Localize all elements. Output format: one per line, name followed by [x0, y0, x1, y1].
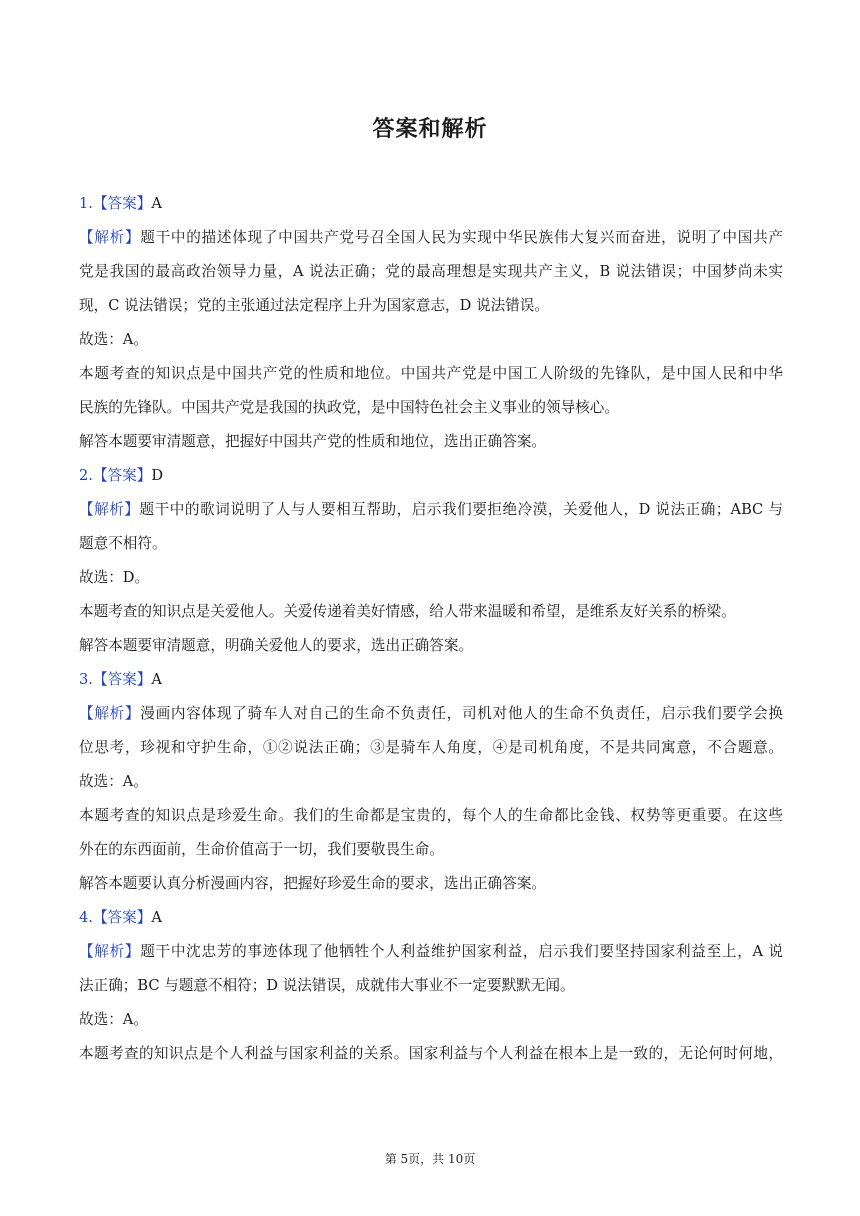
question-number: 3. [79, 671, 93, 688]
choice-line: 故选：A。 [79, 1011, 148, 1028]
analysis-line: 现，C 说法错误；党的主张通过法定程序上升为国家意志，D 说法错误。 [79, 297, 549, 314]
answer-value: D [151, 467, 164, 484]
analysis-line: 解答本题要审清题意，明确关爱他人的要求，选出正确答案。 [79, 637, 474, 654]
analysis-tag: 【解析】 [79, 705, 141, 722]
answer-value: A [151, 671, 162, 688]
answer-line-4 [79, 901, 783, 935]
analysis-line: 本题考查的知识点是中国共产党的性质和地位。中国共产党是中国工人阶级的先锋队，是中国人民和中华 [79, 365, 783, 382]
page-title: 答案和解析 [372, 117, 488, 142]
question-number: 4. [79, 909, 93, 926]
analysis-line: 【解析】题干中的歌词说明了人与人要相互帮助，启示我们要拒绝冷漠，关爱他人，D 说法正确；ABC 与 [79, 501, 783, 518]
analysis-line: 党是我国的最高政治领导力量，A 说法正确；党的最高理想是实现共产主义，B 说法错误；中国梦尚未实 [79, 263, 783, 280]
choice-line: 故选：A。 [79, 331, 148, 348]
analysis-line: 解答本题要审清题意，把握好中国共产党的性质和地位，选出正确答案。 [79, 433, 547, 450]
analysis-line: 解答本题要认真分析漫画内容，把握好珍爱生命的要求，选出正确答案。 [79, 875, 547, 892]
analysis-line: 法正确；BC 与题意不相符；D 说法错误，成就伟大事业不一定要默默无闻。 [79, 977, 575, 994]
question-number: 1. [79, 195, 93, 212]
analysis-tag: 【解析】 [79, 943, 141, 960]
analysis-line: 题意不相符。 [79, 535, 167, 552]
analysis-line: 【解析】题干中沈忠芳的事迹体现了他牺牲个人利益维护国家利益，启示我们要坚持国家利益至上，A 说 [79, 943, 783, 960]
analysis-line: 本题考查的知识点是珍爱生命。我们的生命都是宝贵的，每个人的生命都比金钱、权势等更重要。在这些 [79, 807, 783, 824]
answer-tag: 【答案】 [92, 467, 152, 484]
answer-tag: 【答案】 [92, 909, 152, 926]
answer-list [79, 187, 783, 1071]
answer-line-2 [79, 459, 783, 493]
analysis-line: 外在的东西面前，生命价值高于一切，我们要敬畏生命。 [79, 841, 444, 858]
analysis-line: 民族的先锋队。中国共产党是我国的执政党，是中国特色社会主义事业的领导核心。 [79, 399, 619, 416]
analysis-tag: 【解析】 [79, 501, 140, 518]
choice-line: 故选：D。 [79, 569, 150, 586]
analysis-line: 位思考，珍视和守护生命，①②说法正确；③是骑车人角度，④是司机角度，不是共同寓意，不合题意。 [79, 739, 783, 756]
analysis-line: 本题考查的知识点是个人利益与国家利益的关系。国家利益与个人利益在根本上是一致的，无论何时何地， [79, 1045, 783, 1062]
answer-tag: 【答案】 [92, 671, 152, 688]
analysis-line: 【解析】漫画内容体现了骑车人对自己的生命不负责任，司机对他人的生命不负责任，启示我们要学会换 [79, 705, 783, 722]
question-number: 2. [79, 467, 93, 484]
answer-value: A [151, 195, 162, 212]
answer-tag: 【答案】 [92, 195, 152, 212]
analysis-line: 本题考查的知识点是关爱他人。关爱传递着美好情感，给人带来温暖和希望，是维系友好关系的桥梁。 [79, 603, 736, 620]
page-footer: 第 5页，共 10页 [384, 1152, 476, 1166]
analysis-line: 【解析】题干中的描述体现了中国共产党号召全国人民为实现中华民族伟大复兴而奋进，说明了中国共产 [79, 229, 783, 246]
choice-line: 故选：A。 [79, 773, 148, 790]
analysis-tag: 【解析】 [79, 229, 141, 246]
answer-line-1 [79, 187, 783, 221]
answer-value: A [151, 909, 162, 926]
answer-line-3 [79, 663, 783, 697]
